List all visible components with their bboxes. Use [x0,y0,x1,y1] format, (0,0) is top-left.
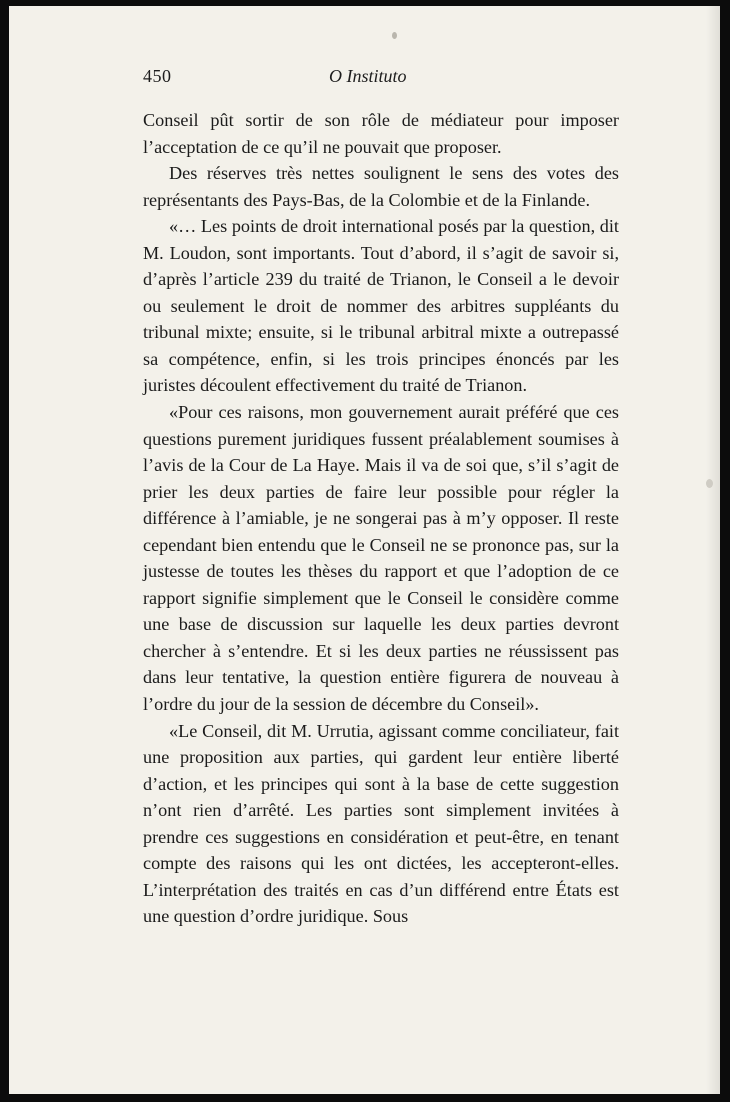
page-header [143,66,619,96]
paragraph-continued: Conseil pût sortir de son rôle de médiateur pour imposer l’acceptation de ce qu’il ne pouvait que proposer. [143,110,619,157]
body-text [143,107,619,930]
paper-speck [392,32,397,39]
paragraph: Des réserves très nettes soulignent le sens des votes des représentants des Pays-Bas, de la Colombie et de la Finlande. [143,163,619,210]
page-number: 450 [143,66,172,86]
page-edge-shadow [706,6,720,1094]
quote-paragraph-urrutia: «Le Conseil, dit M. Urrutia, agissant comme conciliateur, fait une proposition aux parties, qui gardent leur entière liberté d’action, et les principes qui sont à la base de cette suggestion n’ont rien d’arrêté. Les parties sont simplement invitées à prendre ces suggestions en considération et peut-être, en tenant compte des raisons qui les ont dictées, les accepteront-elles. L’interprétation des traités en cas d’un différend entre États est une question d’ordre juridique. Sous [143,720,619,927]
quote-paragraph-loudon: «… Les points de droit international posés par la question, dit M. Loudon, sont importants. Tout d’abord, il s’agit de savoir si, d’après l’article 239 du traité de Trianon, le Conseil a le devoir ou seulement le droit de nommer des arbitres suppléants du tribunal mixte; ensuite, si le tribunal arbitral mixte a outrepassé sa compétence, enfin, si les trois principes énoncés par les juristes découlent effectivement du traité de Trianon. [143,216,619,396]
running-title: O Instituto [329,66,407,86]
paper-speck [706,479,713,488]
quote-paragraph-loudon-continued: «Pour ces raisons, mon gouvernement aurait préféré que ces questions purement juridiques fussent préalablement soumises à l’avis de la Cour de La Haye. Mais il va de soi que, s’il s’agit de prier les deux parties de faire leur possible pour régler la différence à l’amiable, je ne songerai pas à m’y opposer. Il reste cependant bien entendu que le Conseil ne se prononce pas, sur la justesse de toutes les thèses du rapport et que l’adoption de ce rapport signifie simplement que le Conseil le considère comme une base de discussion sur laquelle les deux parties devront chercher à s’entendre. Et si les deux parties ne réussissent pas dans leur tentative, la question entière figurera de nouveau à l’ordre du jour de la session de décembre du Conseil». [143,402,619,715]
